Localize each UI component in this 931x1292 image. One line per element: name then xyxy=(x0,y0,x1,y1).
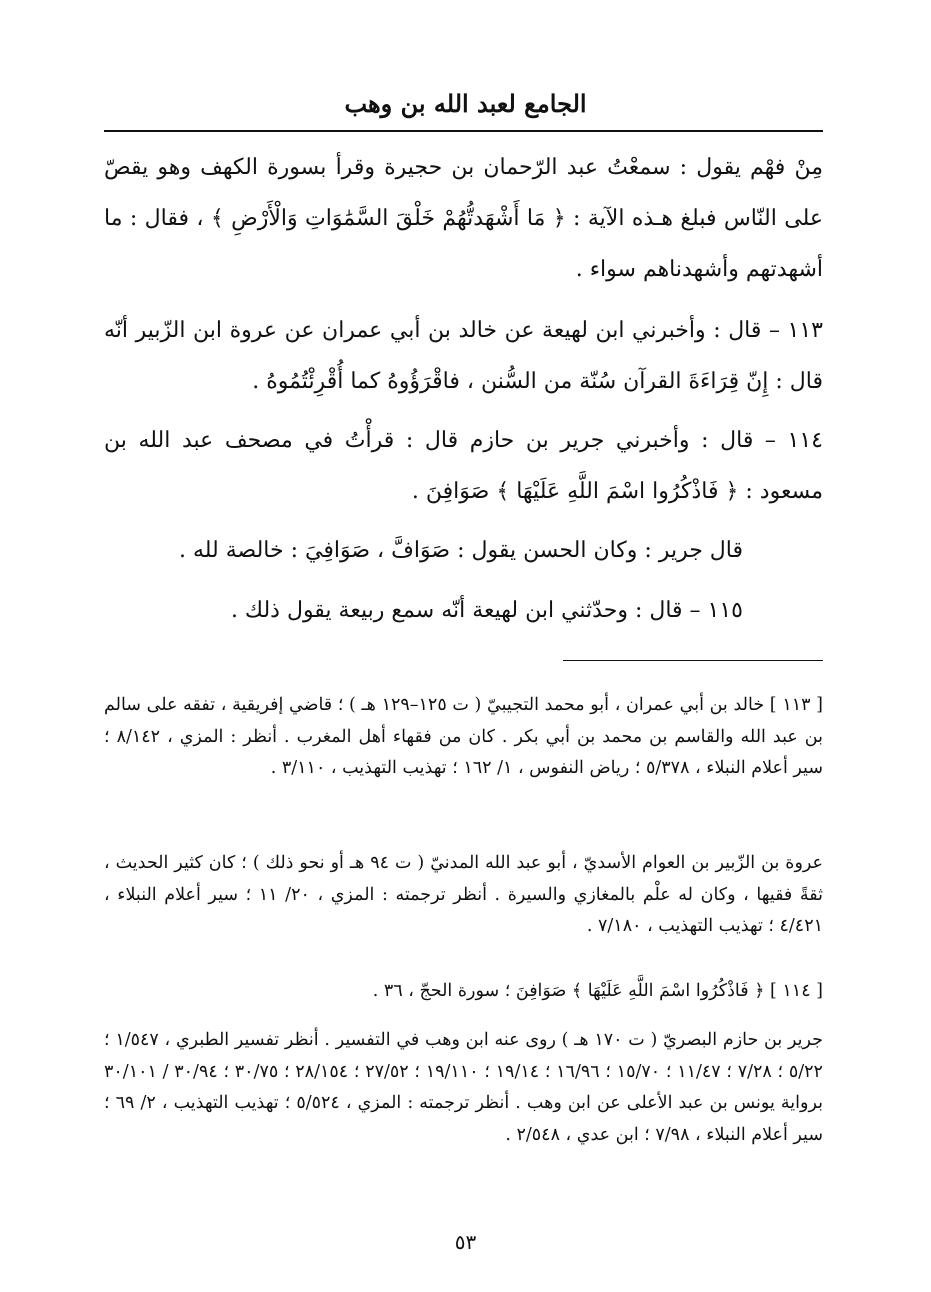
paragraph-115: ١١٥ – قال : وحدّثني ابن لهيعة أنّه سمع ربيعة يقول ذلك . xyxy=(230,598,743,623)
paragraph-113: ١١٣ – قال : وأخبرني ابن لهيعة عن خالد بن أبي عمران عن عروة ابن الزّبير أنّه قال : إِنّ قِرَاءَةَ القرآن سُنّة من السُّنن ، فاقْرَؤُوهُ كما أُقْرِئْتُمُوهُ . xyxy=(104,318,823,394)
footnote-114-jarir: جرير بن حازم البصريّ ( ت ١٧٠ هـ ) روى عنه ابن وهب في التفسير . أنظر تفسير الطبري ، ١/٥٤٧ ؛ ٥/٢٢ ؛ ٧/٢٨ ؛ ١١/٤٧ ؛ ١٥/٧٠ ؛ ١٦/٩٦ ؛ ١٩/١٤ ؛ ١٩/١١٠ ؛ ٢٧/٥٢ ؛ ٢٨/١٥٤ ؛ ٣٠/٧٥ ؛ ٣٠/٩٤ / ٣٠/١٠١ برواية يونس بن عبد الأعلى عن ابن وهب . أنظر ترجمته : المزي ، ٥/٥٢٤ ؛ تهذيب التهذيب ، ٢/ ٦٩ ؛ سير أعلام النبلاء ، ٧/٩٨ ؛ ابن عدي ، ٢/٥٤٨ . xyxy=(104,1030,823,1145)
paragraph-114: ١١٤ – قال : وأخبرني جرير بن حازم قال : قرأْتُ في مصحف عبد الله بن مسعود : ﴿ فَاذْكُرُوا اسْمَ اللَّهِ عَلَيْهَا ﴾ صَوَافِنَ . xyxy=(104,428,823,504)
page-number: ٥٣ xyxy=(454,1230,477,1254)
footnote-separator xyxy=(563,660,823,661)
running-header-title: الجامع لعبد الله بن وهب xyxy=(344,89,587,118)
paragraph-jarir: قال جرير : وكان الحسن يقول : صَوَافَّ ، صَوَافِيَ : خالصة لله . xyxy=(178,538,743,563)
footnote-113-urwa: عروة بن الزّبير بن العوام الأسديّ ، أبو عبد الله المدنيّ ( ت ٩٤ هـ أو نحو ذلك ) ؛ كان كثير الحديث ، ثقةً فقيها ، وكان له علْم بالمغازي والسيرة . أنظر ترجمته : المزي ، ٢٠/ ١١ ؛ سير أعلام النبلاء ، ٤/٤٢١ ؛ تهذيب التهذيب ، ٧/١٨٠ . xyxy=(104,853,823,936)
header-rule xyxy=(104,130,823,132)
paragraph-intro: مِنْ فهْم يقول : سمعْتُ عبد الرّحمان بن حجيرة وقرأ بسورة الكهف وهو يقصّ على النّاس فبلغ هـذه الآية : ﴿ مَا أَشْهَدتُّهُمْ خَلْقَ السَّمَٰوَاتِ وَالْأَرْضِ ﴾ ، فقال : ما أشهدتهم وأشهدناهم سواء . xyxy=(104,155,823,282)
footnote-114-verse: [ ١١٤ ] ﴿ فَاذْكُرُوا اسْمَ اللَّهِ عَلَيْهَا ﴾ صَوَافِنَ ؛ سورة الحجّ ، ٣٦ . xyxy=(372,981,823,1001)
footnote-113-khalid: [ ١١٣ ] خالد بن أبي عمران ، أبو محمد التجيبيّ ( ت ١٢٥–١٢٩ هـ ) ؛ قاضي إفريقية ، تفقه على سالم بن عبد الله والقاسم بن محمد بن أبي بكر . كان من فقهاء أهل المغرب . أنظر : المزي ، ٨/١٤٢ ؛ سير أعلام النبلاء ، ٥/٣٧٨ ؛ رياض النفوس ، ١/ ١٦٢ ؛ تهذيب التهذيب ، ٣/١١٠ . xyxy=(104,695,824,778)
